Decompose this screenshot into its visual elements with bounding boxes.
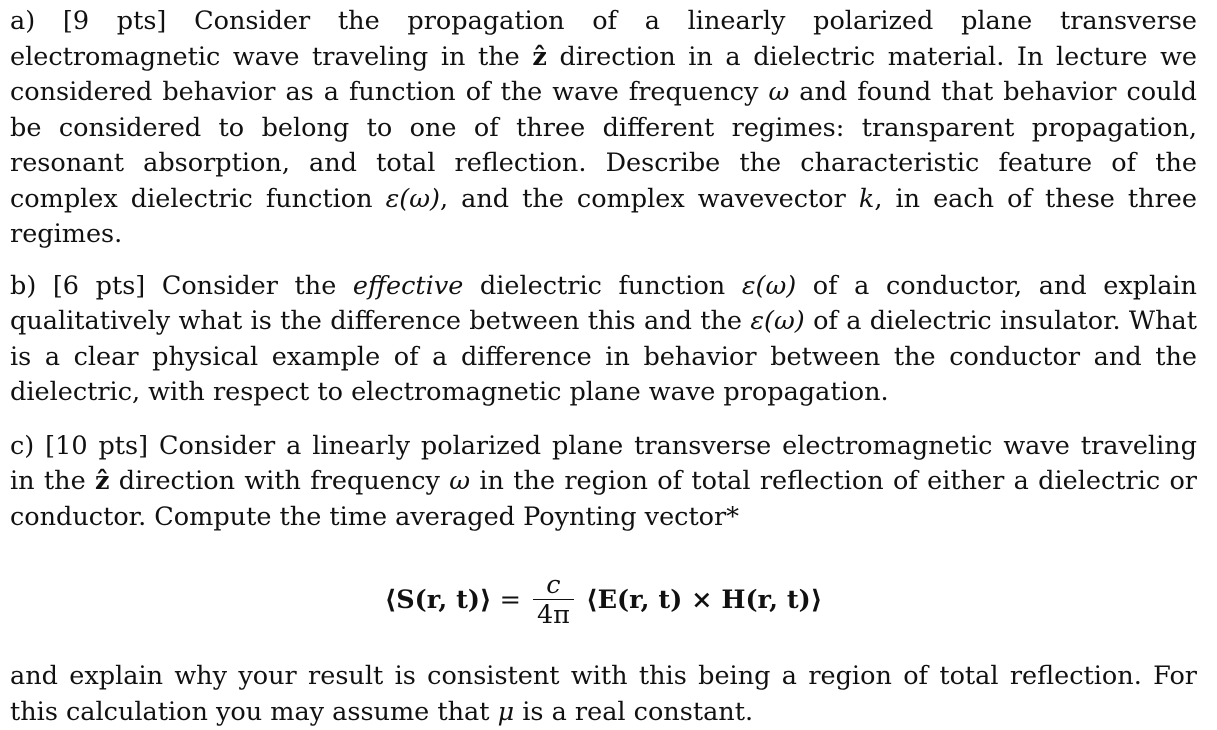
part-d-text-2: is a real constant. xyxy=(514,696,754,727)
epsilon-argument: (ω) xyxy=(399,183,440,214)
fraction-numerator: c xyxy=(546,569,561,600)
equation-equals: = xyxy=(499,585,521,615)
mu-symbol: μ xyxy=(497,696,515,727)
part-a-text-4: , and the complex wavevector xyxy=(440,183,859,214)
part-c-text-2: direction with frequency xyxy=(109,466,450,496)
part-b-text-3: of a conductor, and explain qualitatively what is the difference between this and the xyxy=(10,270,1197,336)
part-a-text-5: , in each of these three regimes. xyxy=(10,183,1197,249)
epsilon-omega-2: ε(ω) xyxy=(750,306,805,336)
part-d-text-1: and explain why your result is consistent with this being a region of total reflection. For this calculation you may assume that xyxy=(10,661,1197,727)
fraction-denominator: 4π xyxy=(536,599,570,630)
omega-symbol-c: ω xyxy=(449,466,471,496)
part-b-text-1: b) [6 pts] Consider the xyxy=(10,270,353,301)
part-b-text-2: dielectric function xyxy=(463,270,742,301)
part-a-paragraph xyxy=(10,4,1197,253)
part-c-closing-paragraph xyxy=(10,659,1197,730)
part-c-text-1: c) [10 pts] Consider a linearly polarized plane transverse electromagnetic wave traveling in the xyxy=(10,430,1197,496)
part-c-text-3: in the region of total reflection of either a dielectric or conductor. Compute the time averaged Poynting vector* xyxy=(10,466,1197,532)
equation-fraction xyxy=(533,571,574,630)
problem-page xyxy=(10,4,1197,730)
part-a-text-1: a) [9 pts] Consider the propagation of a linearly polarized plane transverse electromagnetic wave traveling in the xyxy=(10,6,1197,72)
part-b-paragraph xyxy=(10,269,1197,411)
effective-emphasis: effective xyxy=(352,270,464,301)
k-symbol: k xyxy=(858,183,875,214)
epsilon-omega-1: ε(ω) xyxy=(741,270,797,301)
omega-symbol: ω xyxy=(768,77,790,107)
equation-rhs: ⟨E(r, t) × H(r, t)⟩ xyxy=(585,585,823,615)
epsilon-symbol: ε xyxy=(385,183,400,214)
equation-lhs: ⟨S(r, t)⟩ xyxy=(384,585,492,615)
z-hat-symbol-c: ẑ xyxy=(94,466,110,496)
part-b-text-4: of a dielectric insulator. What is a clear physical example of a difference in behavior between the conductor and the dielectric, with respect to electromagnetic plane wave propagation. xyxy=(10,306,1197,407)
part-a-text-3: and found that behavior could be considered to belong to one of three different regimes: transparent propagation, resonant absorption, and total reflection. Describe the characteristic feature of the complex dielectric function xyxy=(10,77,1197,214)
poynting-equation xyxy=(10,549,1197,651)
part-a-text-2: direction in a dielectric material. In lecture we considered behavior as a function of the wave frequency xyxy=(10,41,1197,107)
part-c-paragraph xyxy=(10,429,1197,536)
z-hat-symbol: ẑ xyxy=(532,41,547,72)
